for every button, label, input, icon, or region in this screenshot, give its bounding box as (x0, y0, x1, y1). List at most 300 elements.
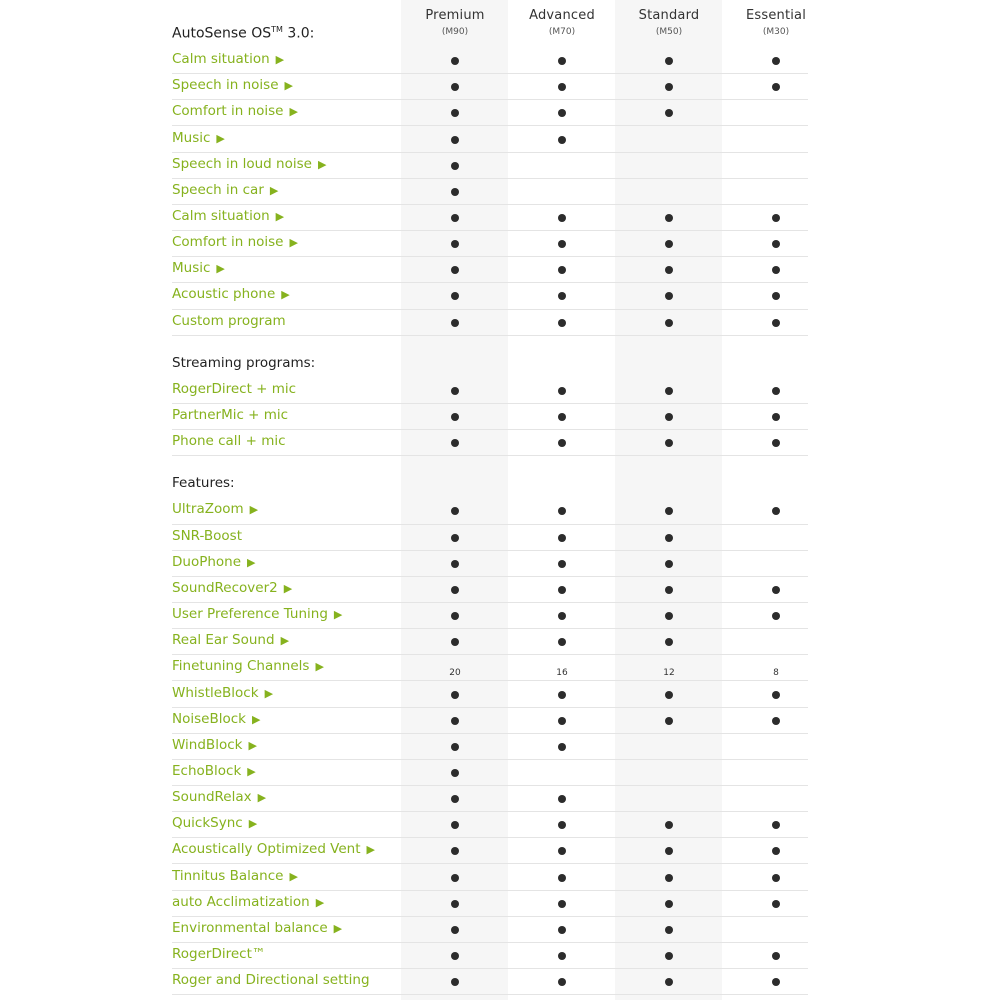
table-cell (746, 213, 806, 221)
availability-dot (451, 874, 459, 882)
table-cell (746, 951, 806, 959)
section-title: Streaming programs: (172, 354, 316, 371)
table-cell (746, 386, 806, 394)
table-cell (746, 660, 806, 679)
table-cell (639, 265, 699, 273)
row-divider (172, 916, 808, 917)
row-divider (172, 73, 808, 74)
row-divider (172, 994, 808, 995)
table-cell (425, 690, 485, 698)
availability-dot (665, 900, 673, 908)
table-cell (532, 899, 592, 907)
feature-label[interactable]: WindBlock ▶ (172, 736, 257, 753)
availability-dot (558, 847, 566, 855)
availability-dot (665, 560, 673, 568)
row-divider (172, 942, 808, 943)
availability-dot (558, 795, 566, 803)
availability-dot (772, 240, 780, 248)
availability-dot (558, 109, 566, 117)
table-cell (746, 690, 806, 698)
availability-dot (451, 900, 459, 908)
table-cell (532, 637, 592, 645)
table-cell (532, 108, 592, 116)
availability-dot (665, 612, 673, 620)
table-cell (639, 716, 699, 724)
row-divider (172, 576, 808, 577)
feature-label[interactable]: Roger and Directional setting (172, 972, 370, 989)
table-cell (639, 873, 699, 881)
row-divider (172, 309, 808, 310)
availability-dot (558, 413, 566, 421)
availability-dot (558, 743, 566, 751)
availability-dot (665, 439, 673, 447)
table-cell (425, 611, 485, 619)
row-divider (172, 204, 808, 205)
play-arrow-icon[interactable]: ▶ (248, 817, 258, 831)
table-cell (639, 585, 699, 593)
availability-dot (451, 188, 459, 196)
table-cell (746, 56, 806, 64)
table-cell (639, 56, 699, 64)
availability-dot (558, 821, 566, 829)
table-cell (746, 820, 806, 828)
table-cell (425, 291, 485, 299)
feature-label[interactable]: User Preference Tuning ▶ (172, 606, 343, 623)
play-arrow-icon[interactable]: ▶ (216, 262, 225, 276)
availability-dot (558, 83, 566, 91)
availability-dot (772, 507, 780, 515)
availability-dot (558, 926, 566, 934)
row-divider (172, 733, 808, 734)
table-cell (746, 977, 806, 985)
table-cell (746, 239, 806, 247)
availability-dot (558, 560, 566, 568)
feature-label[interactable]: Acoustic phone ▶ (172, 286, 290, 303)
table-cell (425, 213, 485, 221)
section-title: Features: (172, 475, 235, 492)
feature-label[interactable]: SoundRecover2 ▶ (172, 579, 293, 596)
column-header-code: (M30) (762, 27, 790, 37)
table-cell (425, 585, 485, 593)
feature-label[interactable]: Custom program (172, 312, 286, 329)
table-cell (532, 742, 592, 750)
table-cell (639, 412, 699, 420)
feature-label[interactable]: UltraZoom ▶ (172, 501, 259, 518)
feature-label[interactable]: DuoPhone ▶ (172, 553, 256, 570)
table-cell (639, 611, 699, 619)
table-cell (639, 899, 699, 907)
table-cell (639, 82, 699, 90)
row-divider (172, 890, 808, 891)
availability-dot (451, 638, 459, 646)
play-arrow-icon[interactable]: ▶ (264, 686, 274, 700)
play-arrow-icon[interactable]: ▶ (317, 157, 327, 171)
page-title: AutoSense OS™ 3.0: (172, 25, 315, 42)
play-arrow-icon[interactable]: ▶ (289, 236, 298, 250)
table-cell (746, 265, 806, 273)
table-cell (532, 533, 592, 541)
availability-dot (665, 413, 673, 421)
availability-dot (451, 691, 459, 699)
table-cell (532, 846, 592, 854)
table-cell (639, 559, 699, 567)
table-cell (639, 637, 699, 645)
table-cell (532, 559, 592, 567)
table-cell (532, 873, 592, 881)
availability-dot (451, 57, 459, 65)
row-divider (172, 550, 808, 551)
availability-dot (665, 319, 673, 327)
feature-label[interactable]: SoundRelax ▶ (172, 789, 267, 806)
column-header-name: Essential (745, 8, 807, 23)
table-cell (639, 213, 699, 221)
table-cell (532, 239, 592, 247)
table-cell (425, 239, 485, 247)
column-header-code: (M90) (441, 27, 469, 37)
availability-dot (451, 136, 459, 144)
availability-dot (772, 691, 780, 699)
feature-label[interactable]: Environmental balance ▶ (172, 919, 343, 936)
play-arrow-icon[interactable]: ▶ (315, 660, 324, 674)
feature-label[interactable]: Comfort in noise ▶ (172, 103, 298, 120)
table-cell (639, 533, 699, 541)
table-cell (425, 977, 485, 985)
availability-dot (665, 387, 673, 395)
table-cell (639, 820, 699, 828)
table-cell (746, 716, 806, 724)
table-cell (425, 412, 485, 420)
table-cell (532, 977, 592, 985)
row-divider (172, 335, 808, 336)
availability-dot (772, 874, 780, 882)
availability-dot (665, 691, 673, 699)
table-cell (746, 318, 806, 326)
availability-dot (558, 900, 566, 908)
availability-dot (451, 821, 459, 829)
table-cell (425, 161, 485, 169)
table-cell (639, 846, 699, 854)
table-cell (532, 438, 592, 446)
feature-label[interactable]: Speech in noise ▶ (172, 77, 293, 94)
row-divider (172, 863, 808, 864)
table-cell (746, 438, 806, 446)
availability-dot (451, 319, 459, 327)
availability-dot (451, 717, 459, 725)
feature-label[interactable]: RogerDirect + mic (172, 380, 297, 397)
row-divider (172, 403, 808, 404)
table-cell (532, 412, 592, 420)
play-arrow-icon[interactable]: ▶ (333, 608, 343, 622)
table-cell (746, 291, 806, 299)
play-arrow-icon[interactable]: ▶ (216, 131, 225, 145)
play-arrow-icon[interactable]: ▶ (247, 555, 256, 569)
table-cell (532, 386, 592, 394)
availability-dot (772, 821, 780, 829)
availability-dot (558, 638, 566, 646)
availability-dot (665, 978, 673, 986)
availability-dot (558, 874, 566, 882)
play-arrow-icon[interactable]: ▶ (333, 921, 343, 935)
table-cell (425, 768, 485, 776)
availability-dot (772, 214, 780, 222)
table-cell (639, 660, 699, 679)
table-cell (425, 82, 485, 90)
row-divider (172, 256, 808, 257)
table-cell (532, 82, 592, 90)
availability-dot (451, 612, 459, 620)
channel-count: 16 (556, 668, 568, 679)
table-cell (746, 506, 806, 514)
availability-dot (451, 240, 459, 248)
table-cell (639, 977, 699, 985)
availability-dot (451, 847, 459, 855)
table-cell (425, 873, 485, 881)
availability-dot (772, 319, 780, 327)
table-cell (746, 585, 806, 593)
feature-label[interactable]: Comfort in noise ▶ (172, 234, 298, 251)
row-divider (172, 99, 808, 100)
availability-dot (665, 821, 673, 829)
availability-dot (772, 900, 780, 908)
play-arrow-icon[interactable]: ▶ (283, 581, 293, 595)
row-divider (172, 429, 808, 430)
table-cell (532, 318, 592, 326)
availability-dot (772, 717, 780, 725)
table-cell (425, 794, 485, 802)
availability-dot (558, 266, 566, 274)
play-arrow-icon[interactable]: ▶ (257, 791, 267, 805)
column-header-name: Advanced (529, 8, 595, 23)
feature-label[interactable]: RogerDirect™ (172, 946, 266, 963)
feature-label[interactable]: NoiseBlock ▶ (172, 710, 261, 727)
availability-dot (558, 57, 566, 65)
availability-dot (772, 978, 780, 986)
table-cell (425, 533, 485, 541)
availability-dot (451, 978, 459, 986)
availability-dot (558, 439, 566, 447)
feature-label[interactable]: Phone call + mic (172, 433, 286, 450)
table-cell (532, 660, 592, 679)
availability-dot (772, 586, 780, 594)
play-arrow-icon[interactable]: ▶ (280, 634, 290, 648)
row-divider (172, 152, 808, 153)
table-cell (425, 506, 485, 514)
availability-dot (451, 743, 459, 751)
availability-dot (451, 534, 459, 542)
table-cell (639, 690, 699, 698)
table-cell (425, 386, 485, 394)
table-cell (425, 660, 485, 679)
table-cell (425, 438, 485, 446)
availability-dot (451, 162, 459, 170)
table-cell (639, 239, 699, 247)
table-cell (425, 187, 485, 195)
feature-label[interactable]: QuickSync ▶ (172, 815, 258, 832)
table-cell (425, 559, 485, 567)
row-divider (172, 125, 808, 126)
availability-dot (558, 612, 566, 620)
table-cell (532, 951, 592, 959)
availability-dot (558, 387, 566, 395)
availability-dot (451, 387, 459, 395)
table-cell (532, 56, 592, 64)
feature-label[interactable]: Tinnitus Balance ▶ (172, 867, 298, 884)
table-cell (639, 108, 699, 116)
play-arrow-icon[interactable]: ▶ (281, 288, 290, 302)
table-cell (532, 925, 592, 933)
availability-dot (451, 439, 459, 447)
table-cell (425, 742, 485, 750)
availability-dot (451, 214, 459, 222)
table-cell (532, 265, 592, 273)
availability-dot (558, 507, 566, 515)
availability-dot (558, 717, 566, 725)
table-cell (425, 108, 485, 116)
play-arrow-icon[interactable]: ▶ (275, 209, 285, 223)
availability-dot (772, 83, 780, 91)
table-cell (746, 412, 806, 420)
feature-label[interactable]: auto Acclimatization ▶ (172, 893, 325, 910)
availability-dot (772, 292, 780, 300)
row-divider (172, 837, 808, 838)
availability-dot (665, 240, 673, 248)
feature-label[interactable]: Acoustically Optimized Vent ▶ (172, 841, 375, 858)
row-divider (172, 282, 808, 283)
availability-dot (558, 586, 566, 594)
table-cell (746, 611, 806, 619)
column-header-code: (M50) (655, 27, 683, 37)
feature-label[interactable]: Calm situation ▶ (172, 207, 285, 224)
table-cell (532, 213, 592, 221)
play-arrow-icon[interactable]: ▶ (248, 738, 257, 752)
play-arrow-icon[interactable]: ▶ (289, 105, 298, 119)
row-divider (172, 759, 808, 760)
availability-dot (772, 612, 780, 620)
availability-dot (665, 109, 673, 117)
feature-label[interactable]: SNR-Boost (172, 527, 242, 544)
availability-dot (451, 769, 459, 777)
row-divider (172, 628, 808, 629)
row-divider (172, 785, 808, 786)
availability-dot (558, 214, 566, 222)
availability-dot (665, 926, 673, 934)
row-divider (172, 654, 808, 655)
play-arrow-icon[interactable]: ▶ (284, 79, 293, 93)
table-cell (639, 318, 699, 326)
availability-dot (451, 413, 459, 421)
table-cell (532, 690, 592, 698)
availability-dot (558, 978, 566, 986)
availability-dot (665, 57, 673, 65)
table-cell (425, 716, 485, 724)
play-arrow-icon[interactable]: ▶ (289, 869, 298, 883)
play-arrow-icon[interactable]: ▶ (275, 53, 285, 67)
availability-dot (665, 717, 673, 725)
row-divider (172, 707, 808, 708)
table-cell (639, 291, 699, 299)
availability-dot (772, 847, 780, 855)
feature-label[interactable]: Finetuning Channels ▶ (172, 658, 324, 675)
table-cell (746, 846, 806, 854)
table-cell (746, 899, 806, 907)
channel-count: 20 (449, 668, 461, 679)
table-cell (425, 846, 485, 854)
table-cell (425, 135, 485, 143)
table-cell (532, 291, 592, 299)
availability-dot (665, 534, 673, 542)
availability-dot (558, 952, 566, 960)
table-cell (746, 82, 806, 90)
table-cell (532, 716, 592, 724)
availability-dot (558, 292, 566, 300)
table-cell (532, 135, 592, 143)
feature-label[interactable]: Speech in loud noise ▶ (172, 155, 327, 172)
availability-dot (558, 691, 566, 699)
row-divider (172, 602, 808, 603)
column-header-name: Standard (638, 8, 700, 23)
availability-dot (772, 413, 780, 421)
feature-label[interactable]: Music ▶ (172, 129, 225, 146)
availability-dot (772, 266, 780, 274)
feature-label[interactable]: EchoBlock ▶ (172, 762, 256, 779)
feature-label[interactable]: PartnerMic + mic (172, 407, 289, 424)
feature-label[interactable]: WhistleBlock ▶ (172, 684, 274, 701)
table-cell (532, 611, 592, 619)
table-cell (639, 951, 699, 959)
availability-dot (558, 136, 566, 144)
row-divider (172, 524, 808, 525)
feature-label[interactable]: Real Ear Sound ▶ (172, 632, 290, 649)
column-header-code: (M70) (548, 27, 576, 37)
play-arrow-icon[interactable]: ▶ (269, 183, 279, 197)
row-divider (172, 455, 808, 456)
table-cell (425, 318, 485, 326)
availability-dot (451, 795, 459, 803)
feature-label[interactable]: Calm situation ▶ (172, 51, 285, 68)
availability-dot (665, 507, 673, 515)
play-arrow-icon[interactable]: ▶ (251, 712, 261, 726)
column-header-name: Premium (425, 8, 485, 23)
availability-dot (558, 240, 566, 248)
table-cell (425, 56, 485, 64)
play-arrow-icon[interactable]: ▶ (249, 503, 259, 517)
feature-label[interactable]: Music ▶ (172, 260, 225, 277)
availability-dot (772, 439, 780, 447)
feature-label[interactable]: Speech in car ▶ (172, 181, 279, 198)
availability-dot (772, 57, 780, 65)
table-cell (639, 506, 699, 514)
table-cell (425, 820, 485, 828)
play-arrow-icon[interactable]: ▶ (247, 764, 256, 778)
table-cell (425, 925, 485, 933)
availability-dot (665, 83, 673, 91)
availability-dot (451, 586, 459, 594)
table-cell (639, 925, 699, 933)
availability-dot (665, 266, 673, 274)
table-cell (746, 873, 806, 881)
availability-dot (451, 560, 459, 568)
availability-dot (451, 952, 459, 960)
availability-dot (665, 638, 673, 646)
availability-dot (451, 83, 459, 91)
availability-dot (665, 874, 673, 882)
table-cell (532, 585, 592, 593)
row-divider (172, 680, 808, 681)
play-arrow-icon[interactable]: ▶ (315, 895, 325, 909)
channel-count: 12 (663, 668, 675, 679)
play-arrow-icon[interactable]: ▶ (366, 843, 375, 857)
availability-dot (772, 387, 780, 395)
